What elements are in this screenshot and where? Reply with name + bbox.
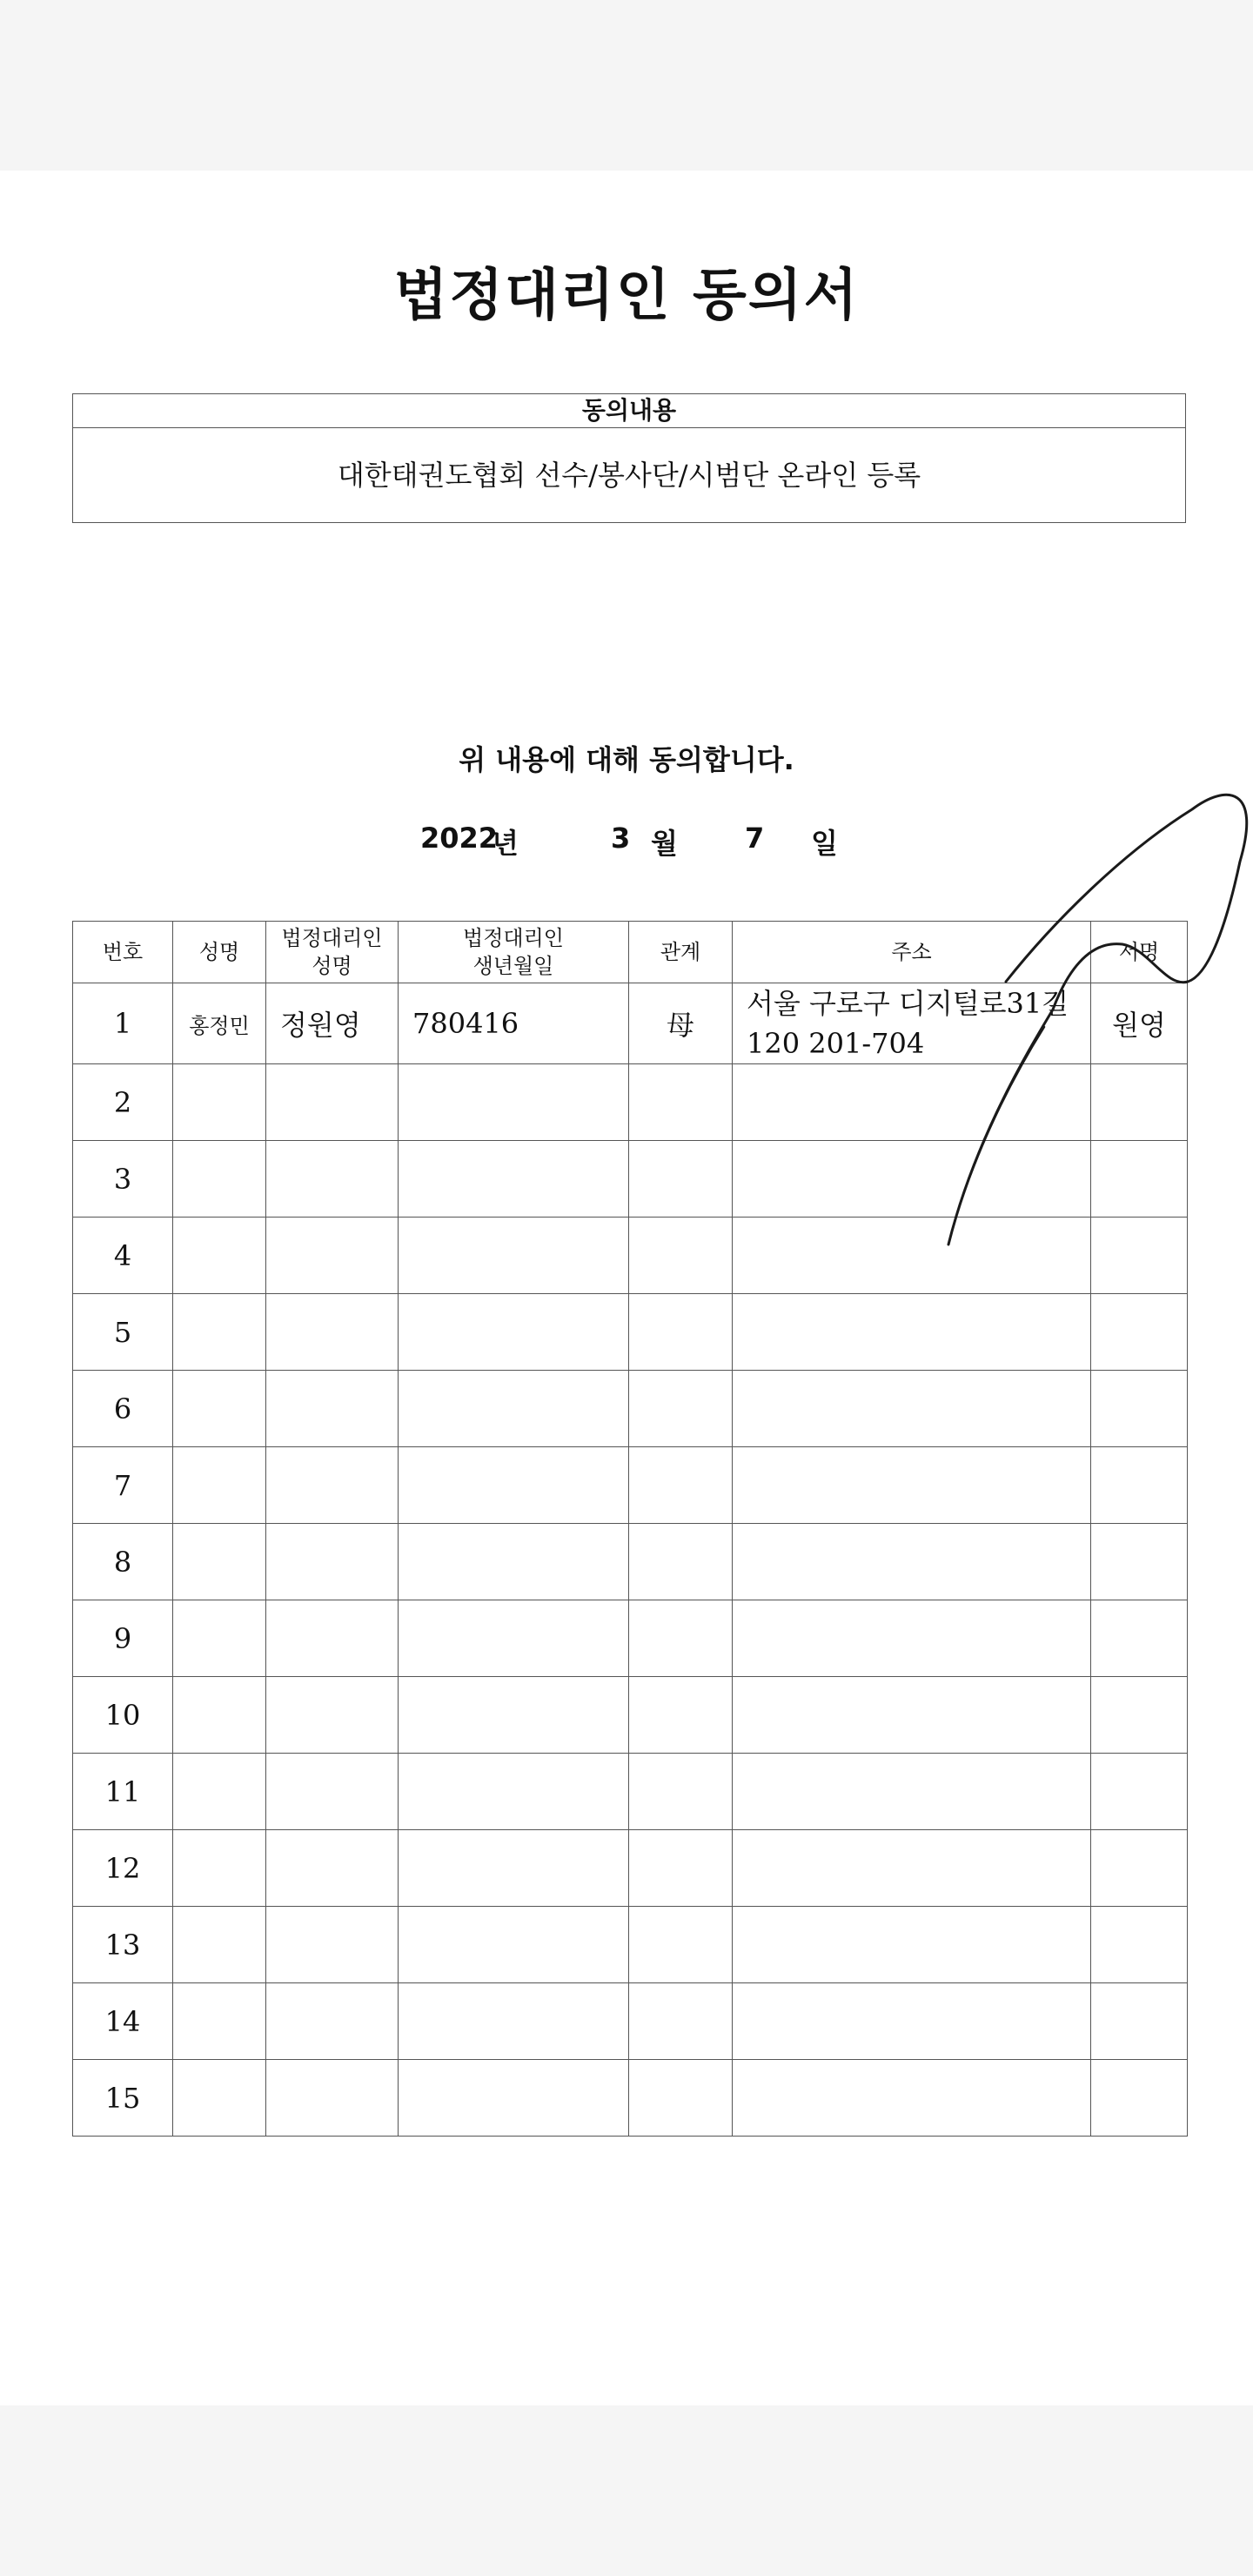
signature: [1091, 1447, 1188, 1524]
table-row: [73, 1600, 1188, 1677]
table-header-row: [73, 922, 1188, 983]
guardian-table: [72, 921, 1188, 2137]
relation: [629, 1064, 733, 1141]
signature: [1091, 1141, 1188, 1218]
child-name: [173, 1371, 266, 1447]
header-relation: 관계: [629, 922, 733, 983]
date-line: [0, 822, 1253, 860]
row-number: 13: [73, 1907, 173, 1983]
guardian-birthdate: 780416: [399, 983, 629, 1064]
guardian-name: [266, 2060, 399, 2137]
guardian-birthdate: [399, 1371, 629, 1447]
row-number: 12: [73, 1830, 173, 1907]
signature: [1091, 2060, 1188, 2137]
guardian-birthdate: [399, 1830, 629, 1907]
signature: [1091, 1218, 1188, 1294]
table-body: [73, 983, 1188, 2137]
address: [733, 1524, 1091, 1600]
relation: [629, 2060, 733, 2137]
guardian-name: [266, 1218, 399, 1294]
signature: [1091, 1294, 1188, 1371]
child-name: [173, 1064, 266, 1141]
guardian-name: [266, 1754, 399, 1830]
consent-box: [72, 393, 1186, 523]
relation: [629, 1218, 733, 1294]
child-name: [173, 1754, 266, 1830]
table-row: [73, 1447, 1188, 1524]
guardian-name: [266, 1600, 399, 1677]
date-year: 2022: [420, 822, 499, 855]
row-number: 6: [73, 1371, 173, 1447]
header-signature: 서명: [1091, 922, 1188, 983]
child-name: [173, 1447, 266, 1524]
date-day: 7: [745, 822, 765, 855]
child-name: [173, 1141, 266, 1218]
child-name: [173, 1907, 266, 1983]
guardian-birthdate: [399, 1064, 629, 1141]
relation: [629, 1600, 733, 1677]
signature: [1091, 1754, 1188, 1830]
relation: [629, 1983, 733, 2060]
row-number: 14: [73, 1983, 173, 2060]
signature: [1091, 1907, 1188, 1983]
relation: [629, 1677, 733, 1754]
guardian-name: [266, 1907, 399, 1983]
row-number: 15: [73, 2060, 173, 2137]
signature: [1091, 1830, 1188, 1907]
signature: [1091, 1677, 1188, 1754]
guardian-birthdate: [399, 1677, 629, 1754]
address: [733, 1141, 1091, 1218]
address: [733, 1983, 1091, 2060]
table-row: [73, 1294, 1188, 1371]
guardian-name: [266, 1064, 399, 1141]
child-name: 홍정민: [173, 983, 266, 1064]
date-day-unit: 일: [811, 827, 838, 860]
signature: [1091, 1371, 1188, 1447]
guardian-name: [266, 1447, 399, 1524]
agreement-text: 위 내용에 대해 동의합니다.: [459, 743, 794, 776]
guardian-birthdate: [399, 1524, 629, 1600]
guardian-name: [266, 1524, 399, 1600]
consent-content: 대한태권도협회 선수/봉사단/시범단 온라인 등록: [337, 459, 921, 492]
relation: [629, 1524, 733, 1600]
address: [733, 983, 1091, 1064]
signature: [1091, 1524, 1188, 1600]
address: [733, 1754, 1091, 1830]
date-year-unit: 년: [492, 827, 519, 860]
relation: [629, 1371, 733, 1447]
child-name: [173, 1600, 266, 1677]
address: [733, 1600, 1091, 1677]
guardian-name: 정원영: [266, 983, 399, 1064]
address: [733, 2060, 1091, 2137]
row-number: 10: [73, 1677, 173, 1754]
address-line-2: 120 201-704: [747, 1027, 925, 1060]
guardian-birthdate: [399, 1141, 629, 1218]
relation: [629, 1447, 733, 1524]
table-row: [73, 983, 1188, 1064]
guardian-birthdate: [399, 1447, 629, 1524]
guardian-name: [266, 1294, 399, 1371]
guardian-birthdate: [399, 1754, 629, 1830]
guardian-birthdate: [399, 1218, 629, 1294]
table-row: [73, 1754, 1188, 1830]
child-name: [173, 1830, 266, 1907]
guardian-name: [266, 1371, 399, 1447]
header-guardian-name: 법정대리인 성명: [266, 922, 399, 983]
table-row: [73, 1983, 1188, 2060]
relation: [629, 1141, 733, 1218]
row-number: 1: [73, 983, 173, 1064]
row-number: 7: [73, 1447, 173, 1524]
address: [733, 1064, 1091, 1141]
signature: 원영: [1091, 983, 1188, 1064]
guardian-birthdate: [399, 1600, 629, 1677]
guardian-name: [266, 1830, 399, 1907]
table-row: [73, 1907, 1188, 1983]
address: [733, 1677, 1091, 1754]
table-row: [73, 1141, 1188, 1218]
table-row: [73, 1830, 1188, 1907]
guardian-birthdate: [399, 1294, 629, 1371]
table-row: [73, 1371, 1188, 1447]
date-month-unit: 월: [651, 827, 678, 860]
address-line-1: 서울 구로구 디지털로31길: [747, 987, 1069, 1020]
address: [733, 1830, 1091, 1907]
guardian-name: [266, 1141, 399, 1218]
relation: [629, 1907, 733, 1983]
relation: [629, 1754, 733, 1830]
child-name: [173, 1983, 266, 2060]
row-number: 4: [73, 1218, 173, 1294]
address: [733, 1294, 1091, 1371]
table-row: [73, 1677, 1188, 1754]
signature: [1091, 1983, 1188, 2060]
address: [733, 1907, 1091, 1983]
guardian-name: [266, 1677, 399, 1754]
address: [733, 1447, 1091, 1524]
signature: [1091, 1064, 1188, 1141]
row-number: 11: [73, 1754, 173, 1830]
header-no: 번호: [73, 922, 173, 983]
header-address: 주소: [733, 922, 1091, 983]
relation: [629, 1294, 733, 1371]
signature: [1091, 1600, 1188, 1677]
guardian-birthdate: [399, 1983, 629, 2060]
table-row: [73, 1524, 1188, 1600]
consent-heading: 동의내용: [73, 394, 1185, 428]
child-name: [173, 2060, 266, 2137]
address: [733, 1218, 1091, 1294]
relation: 母: [629, 983, 733, 1064]
document-title: 법정대리인 동의서: [393, 264, 860, 328]
relation: [629, 1830, 733, 1907]
guardian-birthdate: [399, 2060, 629, 2137]
child-name: [173, 1294, 266, 1371]
header-guardian-birth: 법정대리인 생년월일: [399, 922, 629, 983]
guardian-name: [266, 1983, 399, 2060]
row-number: 3: [73, 1141, 173, 1218]
child-name: [173, 1677, 266, 1754]
row-number: 5: [73, 1294, 173, 1371]
row-number: 8: [73, 1524, 173, 1600]
table-row: [73, 1064, 1188, 1141]
table-row: [73, 1218, 1188, 1294]
guardian-birthdate: [399, 1907, 629, 1983]
date-month: 3: [611, 822, 631, 855]
header-name: 성명: [173, 922, 266, 983]
child-name: [173, 1524, 266, 1600]
row-number: 2: [73, 1064, 173, 1141]
address: [733, 1371, 1091, 1447]
table-row: [73, 2060, 1188, 2137]
row-number: 9: [73, 1600, 173, 1677]
child-name: [173, 1218, 266, 1294]
